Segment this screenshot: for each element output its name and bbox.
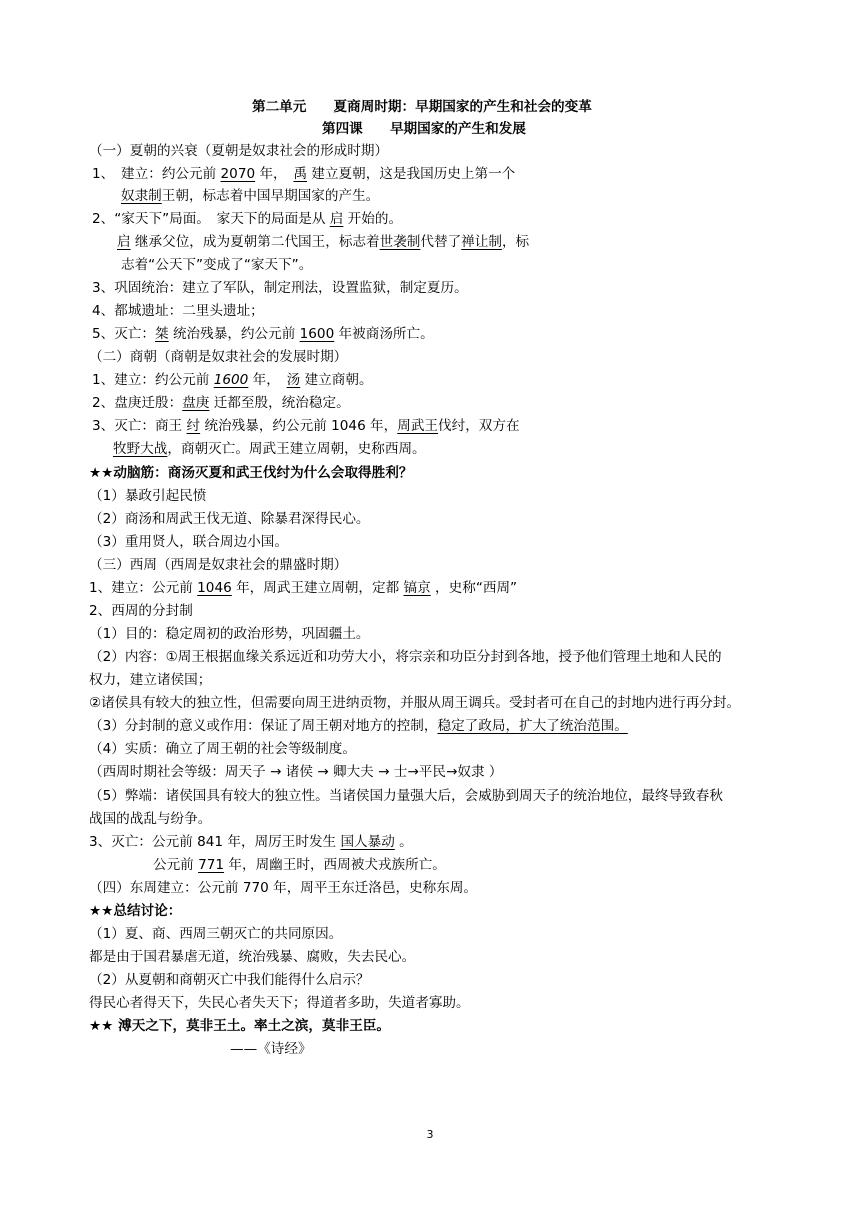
- text-run: 伐纣，双方在: [438, 418, 520, 434]
- text-line: [89, 901, 181, 921]
- underlined-answer: 771: [198, 857, 225, 873]
- text-run: 建立商朝。: [300, 372, 373, 388]
- text-run: 公元前: [153, 857, 199, 873]
- text-run: 志着“公天下”变成了“家天下”。: [121, 257, 313, 273]
- underlined-answer: 稳定了政局，扩大了统治范围。: [437, 718, 628, 734]
- text-run: 3、巩固统治：建立了军队，制定刑法，设置监狱，制定夏历。: [92, 280, 468, 296]
- text-line: [89, 947, 415, 967]
- text-run: 。: [394, 834, 413, 850]
- text-run: ，标: [501, 234, 530, 250]
- text-run: 1、建立：约公元前: [92, 372, 214, 388]
- text-run: （4）实质：确立了周王朝的社会等级制度。: [89, 741, 356, 757]
- text-line: [89, 509, 370, 529]
- text-run: ★★动脑筋：商汤灭夏和武王伐纣为什么会取得胜利？: [89, 465, 413, 481]
- text-line: [89, 786, 723, 806]
- text-run: 开始的。: [343, 211, 403, 227]
- text-line: [92, 278, 468, 298]
- text-line: [322, 119, 526, 139]
- text-line: [89, 670, 211, 690]
- text-run: （西周时期社会等级：周天子 → 诸侯 → 卿大夫 → 士→平民→奴隶 ）: [89, 764, 503, 780]
- text-run: （2）商汤和周武王伐无道、除暴君深得民心。: [89, 511, 370, 527]
- text-line: [89, 347, 347, 367]
- text-line: [230, 1039, 312, 1059]
- text-run: ，史称“西周”: [430, 580, 518, 596]
- underlined-answer: 周武王: [397, 418, 439, 434]
- text-line: [113, 439, 426, 459]
- text-run: ★★总结讨论：: [89, 903, 182, 919]
- underlined-answer: 盘庚: [182, 395, 210, 411]
- text-line: [89, 532, 288, 552]
- text-run: （1）夏、商、西周三朝灭亡的共同原因。: [89, 926, 343, 942]
- text-run: 统治残暴，约公元前 1046 年，: [200, 418, 398, 434]
- underlined-answer: 纣: [186, 418, 201, 434]
- underlined-answer: 启: [117, 234, 131, 250]
- text-line: [92, 324, 434, 344]
- text-run: 年，: [248, 372, 287, 388]
- text-run: （一）夏朝的兴衰（夏朝是奴隶社会的形成时期）: [89, 143, 389, 159]
- underlined-answer: 禅让制: [461, 234, 502, 250]
- text-run: 建立夏朝，这是我国历史上第一个: [307, 166, 516, 182]
- text-run: 3、灭亡：商王: [92, 418, 187, 434]
- text-line: [92, 164, 515, 184]
- text-run: 5、灭亡：: [92, 326, 156, 342]
- text-line: [89, 693, 740, 713]
- text-line: [92, 209, 402, 229]
- text-run: 得民心者得天下，失民心者失天下；得道者多助，失道者寡助。: [89, 995, 470, 1011]
- text-line: [89, 601, 193, 621]
- text-run: 3、灭亡：公元前 841 年，周厉王时发生: [89, 834, 341, 850]
- text-run: 权力，建立诸侯国；: [89, 672, 212, 688]
- text-line: [89, 555, 347, 575]
- text-run: 2、西周的分封制: [89, 603, 193, 619]
- text-line: [92, 370, 373, 390]
- text-line: [89, 578, 517, 598]
- underlined-answer: 1046: [197, 580, 232, 596]
- text-run: 代替了: [420, 234, 462, 250]
- text-line: [89, 716, 628, 736]
- text-run: ★★ 溥天之下，莫非王土。率土之滨，莫非王臣。: [89, 1018, 390, 1034]
- text-line: [121, 255, 312, 275]
- text-run: 1、建立：公元前: [89, 580, 198, 596]
- text-run: 年，周幽王时，西周被犬戎族所亡。: [224, 857, 446, 873]
- text-line: [252, 97, 592, 117]
- text-line: [89, 624, 370, 644]
- underlined-answer: 牧野大战: [113, 441, 168, 457]
- text-line: [92, 393, 350, 413]
- underlined-answer: 汤: [286, 372, 301, 388]
- text-run: 都是由于国君暴虐无道，统治残暴、腐败，失去民心。: [89, 949, 416, 965]
- text-line: [89, 463, 412, 483]
- text-line: [89, 141, 388, 161]
- text-line: [89, 1016, 390, 1036]
- text-run: 1、 建立：约公元前: [92, 166, 221, 182]
- text-line: [89, 832, 413, 852]
- text-run: （5）弊端：诸侯国具有较大的独立性。当诸侯国力量强大后，会威胁到周天子的统治地位，最终导致春秋: [89, 788, 723, 804]
- text-run: 迁都至殷，统治稳定。: [209, 395, 350, 411]
- underlined-answer: 国人暴动: [340, 834, 395, 850]
- text-line: [89, 647, 722, 667]
- text-run: 第二单元 夏商周时期：早期国家的产生和社会的变革: [252, 99, 592, 115]
- text-run: 第四课 早期国家的产生和发展: [322, 121, 526, 137]
- text-line: [92, 416, 520, 436]
- text-run: 年，: [255, 166, 294, 182]
- text-run: ②诸侯具有较大的独立性，但需要向周王进纳贡物，并服从周王调兵。受封者可在自己的封地内进行再分封。: [89, 695, 741, 711]
- text-run: 年，周武王建立周朝，定都: [231, 580, 404, 596]
- text-run: 2、盘庚迁殷：: [92, 395, 183, 411]
- text-line: [153, 855, 446, 875]
- underlined-answer: 1600: [213, 372, 249, 388]
- text-line: [89, 486, 206, 506]
- text-run: ——《诗经》: [230, 1041, 312, 1057]
- text-run: 年被商汤所亡。: [334, 326, 434, 342]
- text-line: [89, 878, 477, 898]
- text-run: （四）东周建立：公元前 770 年，周平王东迁洛邑，史称东周。: [89, 880, 478, 896]
- text-run: （3）分封制的意义或作用：保证了周王朝对地方的控制，: [89, 718, 438, 734]
- underlined-answer: 禹: [293, 166, 308, 182]
- text-run: 战国的战乱与纷争。: [89, 811, 212, 827]
- text-line: [92, 301, 264, 321]
- text-line: [89, 924, 342, 944]
- text-run: 4、都城遗址：二里头遗址；: [92, 303, 264, 319]
- text-line: [89, 993, 470, 1013]
- text-run: 王朝，标志着中国早期国家的产生。: [161, 188, 380, 204]
- text-run: （2）从夏朝和商朝灭亡中我们能得什么启示？: [89, 972, 370, 988]
- page-number: 3: [426, 1128, 434, 1141]
- text-run: 统治残暴，约公元前: [168, 326, 300, 342]
- text-line: [89, 739, 356, 759]
- text-run: （二）商朝（商朝是奴隶社会的发展时期）: [89, 349, 348, 365]
- underlined-answer: 镐京: [403, 580, 431, 596]
- text-run: （1）目的：稳定周初的政治形势，巩固疆土。: [89, 626, 370, 642]
- text-line: [89, 809, 211, 829]
- text-run: ，商朝灭亡。周武王建立周朝，史称西周。: [167, 441, 426, 457]
- text-line: [89, 762, 502, 782]
- underlined-answer: 世袭制: [379, 234, 421, 250]
- text-line: [117, 232, 529, 252]
- text-run: 2、“家天下”局面。 家天下的局面是从: [92, 211, 330, 227]
- underlined-answer: 启: [329, 211, 344, 227]
- text-run: （3）重用贤人，联合周边小国。: [89, 534, 288, 550]
- underlined-answer: 奴隶制: [121, 188, 162, 204]
- text-run: （1）暴政引起民愤: [89, 488, 207, 504]
- underlined-answer: 桀: [155, 326, 169, 342]
- underlined-answer: 2070: [220, 166, 256, 182]
- text-line: [121, 186, 379, 206]
- underlined-answer: 1600: [299, 326, 335, 342]
- text-run: 继承父位，成为夏朝第二代国王，标志着: [130, 234, 380, 250]
- text-line: [89, 970, 370, 990]
- text-run: （2）内容：①周王根据血缘关系远近和功劳大小，将宗亲和功臣分封到各地，授予他们管理土地和人民的: [89, 649, 722, 665]
- text-run: （三）西周（西周是奴隶社会的鼎盛时期）: [89, 557, 348, 573]
